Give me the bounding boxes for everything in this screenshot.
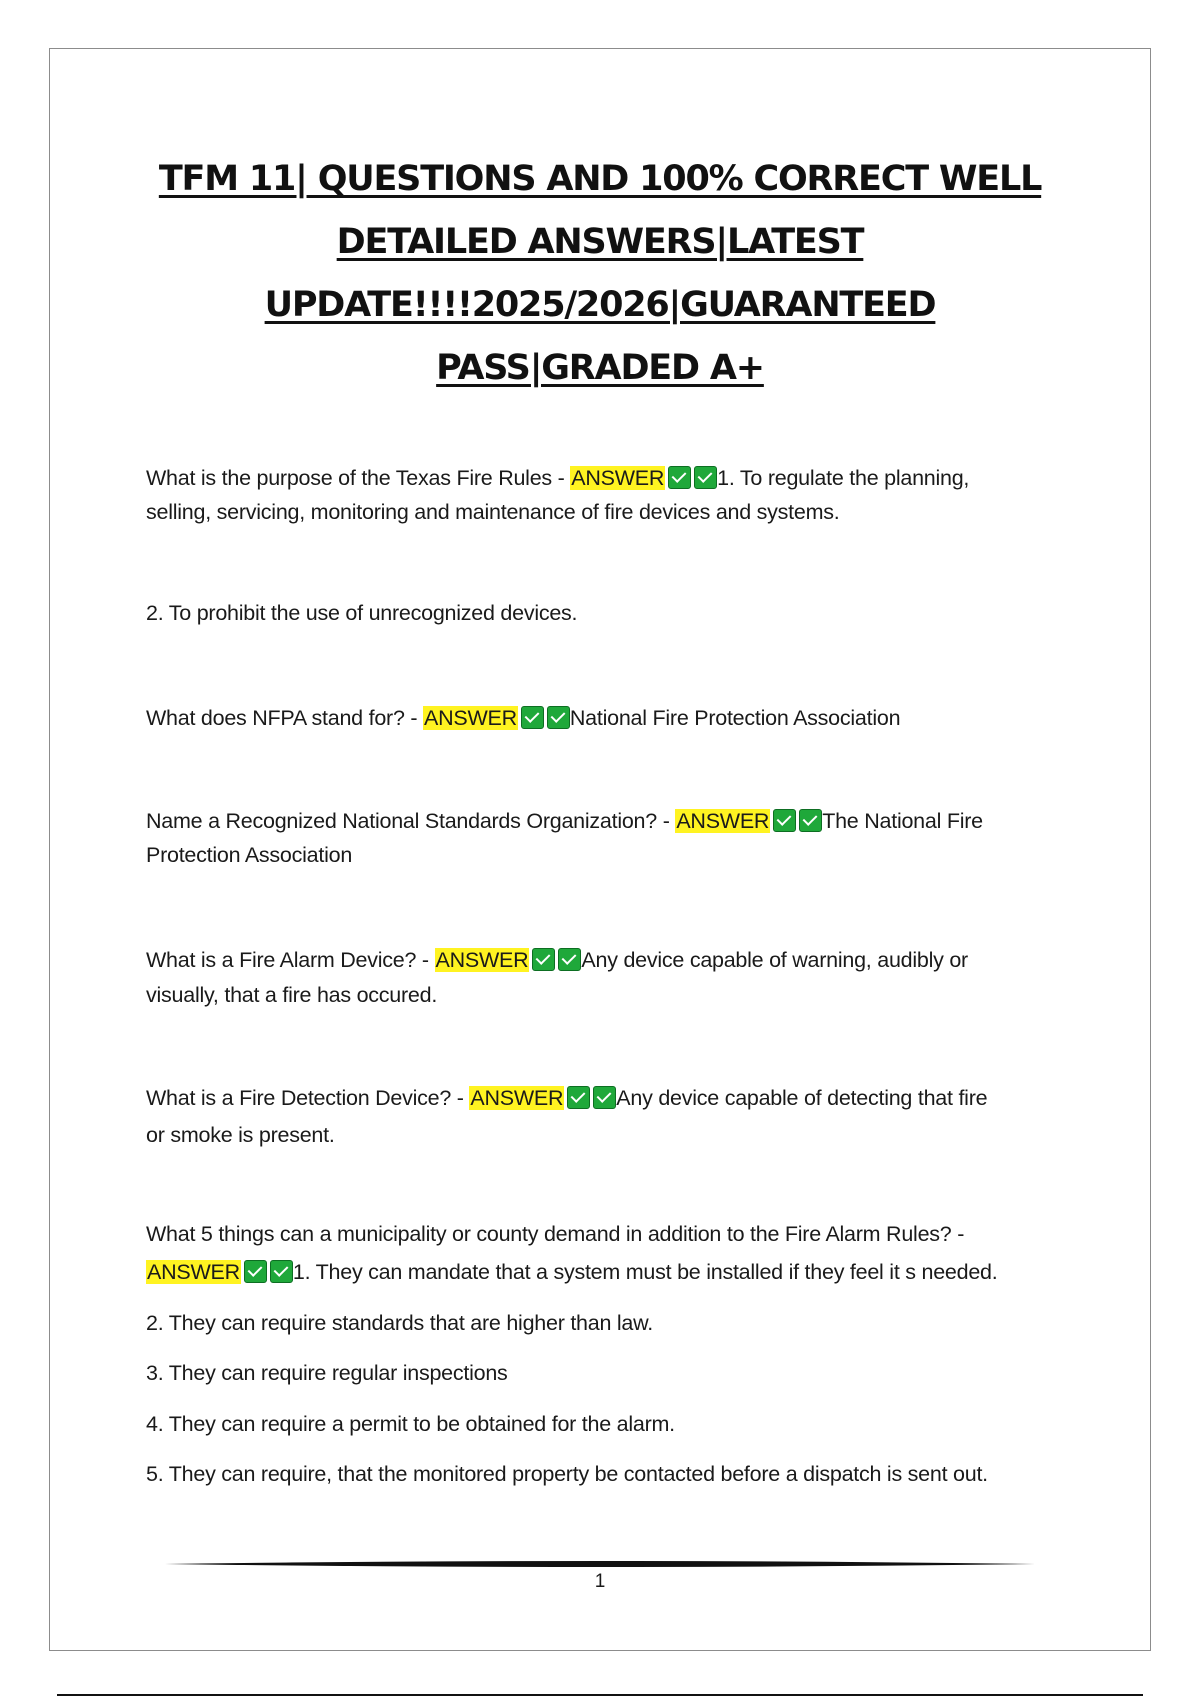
question-text: Name a Recognized National Standards Organization? - — [146, 809, 676, 833]
title-line: TFM 11| QUESTIONS AND 100% CORRECT WELL — [158, 159, 1042, 199]
check-mark-icon — [244, 1260, 267, 1283]
answer-text: 2. They can require standards that are higher than law. — [146, 1311, 653, 1335]
check-mark-icon — [668, 466, 691, 489]
answer-label: ANSWER — [424, 706, 517, 730]
answer-label: ANSWER — [571, 466, 665, 490]
check-mark-icon — [799, 809, 822, 832]
qa-line — [146, 809, 983, 834]
answer-text: 3. They can require regular inspections — [146, 1361, 508, 1385]
page-number: 1 — [594, 1571, 606, 1592]
answer-text: 5. They can require, that the monitored property be contacted before a dispatch is sent out. — [146, 1462, 988, 1486]
answer-label: ANSWER — [470, 1086, 564, 1110]
footer-divider — [165, 1559, 1035, 1569]
check-mark-icon — [558, 948, 581, 971]
question-text: What is a Fire Alarm Device? - — [146, 948, 435, 972]
answer-text: The National Fire — [822, 809, 983, 833]
answer-text: 1. To regulate the planning, — [717, 466, 970, 490]
answer-continuation: visually, that a fire has occured. — [146, 983, 438, 1007]
qa-line — [146, 1086, 987, 1111]
qa-line — [146, 466, 969, 491]
answer-continuation: Protection Association — [146, 843, 353, 867]
title-line: DETAILED ANSWERS|LATEST — [336, 222, 864, 262]
title-line: PASS|GRADED A+ — [436, 348, 764, 388]
answer-continuation: selling, servicing, monitoring and maintenance of fire devices and systems. — [146, 500, 840, 524]
question-text: What 5 things can a municipality or county demand in addition to the Fire Alarm Rules? - — [146, 1222, 965, 1246]
answer-label: ANSWER — [676, 809, 770, 833]
question-text: What is the purpose of the Texas Fire Rules - — [146, 466, 571, 490]
check-mark-icon — [567, 1086, 590, 1109]
check-mark-icon — [694, 466, 717, 489]
check-mark-icon — [547, 706, 570, 729]
qa-line — [146, 706, 900, 731]
answer-text: Any device capable of detecting that fire — [616, 1086, 988, 1110]
answer-text: 4. They can require a permit to be obtained for the alarm. — [146, 1412, 675, 1436]
check-mark-icon — [532, 948, 555, 971]
qa-line — [146, 1260, 997, 1285]
check-mark-icon — [521, 706, 544, 729]
question-text: What does NFPA stand for? - — [146, 706, 424, 730]
answer-label: ANSWER — [435, 948, 529, 972]
answer-text: National Fire Protection Association — [569, 706, 901, 730]
check-mark-icon — [773, 809, 796, 832]
document-title — [100, 148, 1100, 400]
answer-text: 1. They can mandate that a system must be installed if they feel it s needed. — [292, 1260, 998, 1284]
answer-label: ANSWER — [147, 1260, 240, 1284]
bottom-divider — [57, 1694, 1143, 1696]
qa-line — [146, 948, 968, 973]
answer-text: Any device capable of warning, audibly or — [581, 948, 968, 972]
check-mark-icon — [593, 1086, 616, 1109]
check-mark-icon — [270, 1260, 293, 1283]
answer-continuation: or smoke is present. — [146, 1123, 335, 1147]
title-line: UPDATE!!!!2025/2026|GUARANTEED — [264, 285, 936, 325]
answer-text: 2. To prohibit the use of unrecognized devices. — [146, 601, 578, 625]
question-text: What is a Fire Detection Device? - — [146, 1086, 470, 1110]
